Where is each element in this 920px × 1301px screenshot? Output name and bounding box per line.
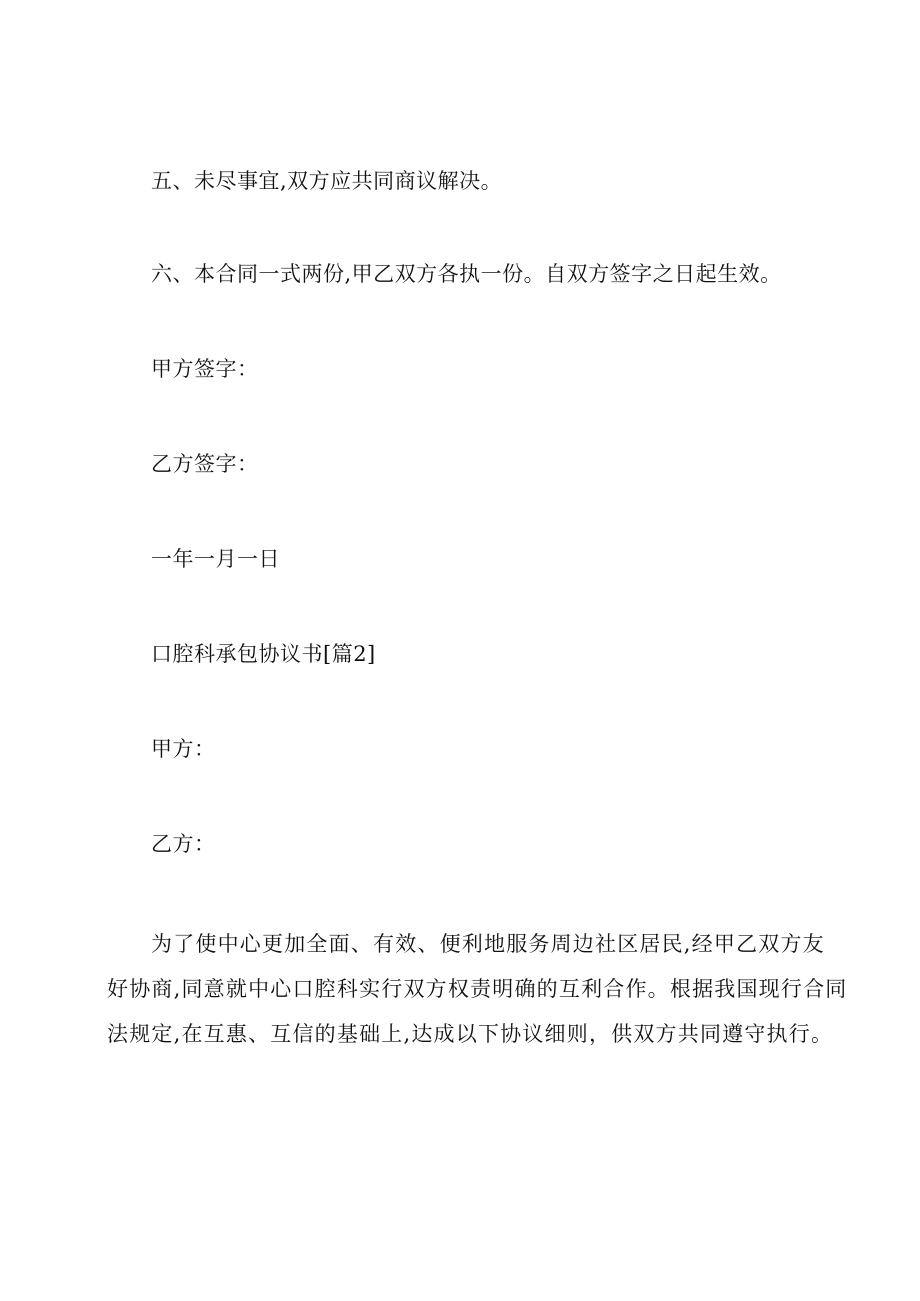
party-a-signature-label: 甲方签字：	[151, 357, 259, 381]
paragraph-line: 法规定,在互惠、互信的基础上,达成以下协议细则，供双方共同遵守执行。	[107, 1022, 834, 1046]
date-line: 一年一月一日	[151, 547, 280, 571]
party-a-label: 甲方：	[151, 737, 216, 761]
paragraph-line: 为了使中心更加全面、有效、便利地服务周边社区居民,经甲乙双方友	[151, 932, 825, 956]
intro-paragraph	[107, 922, 848, 1057]
clause-six: 六、本合同一式两份,甲乙双方各执一份。自双方签字之日起生效。	[151, 262, 782, 286]
section-title: 口腔科承包协议书[篇2]	[151, 642, 376, 666]
party-b-label: 乙方：	[151, 832, 216, 856]
clause-five: 五、未尽事宜,双方应共同商议解决。	[151, 169, 503, 193]
paragraph-line: 好协商,同意就中心口腔科实行双方权责明确的互利合作。根据我国现行合同	[107, 977, 848, 1001]
party-b-signature-label: 乙方签字：	[151, 452, 259, 476]
